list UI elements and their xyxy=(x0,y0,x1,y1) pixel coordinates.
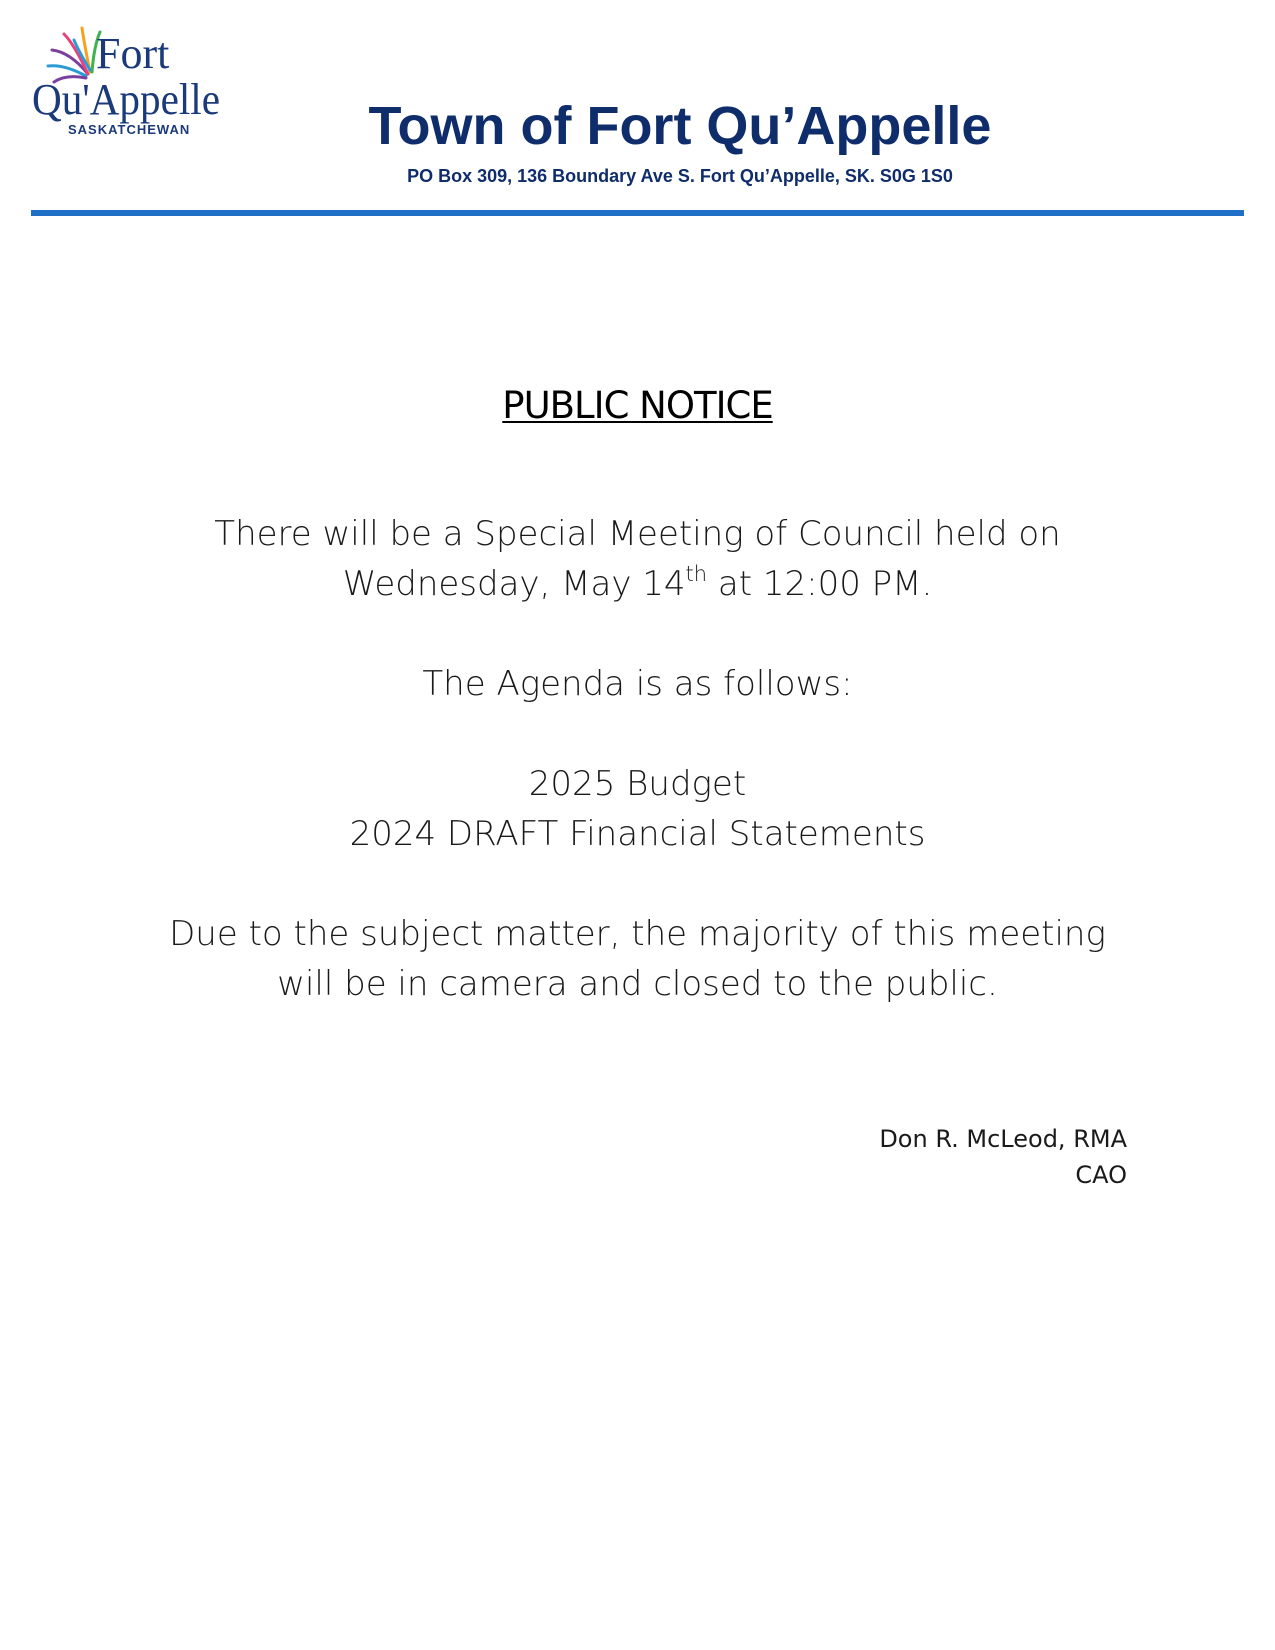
agenda-intro: The Agenda is as follows: xyxy=(422,664,853,704)
signatory-title: CAO xyxy=(1075,1161,1127,1189)
meeting-line-2 xyxy=(0,562,1275,606)
meeting-line-1: There will be a Special Meeting of Council held on xyxy=(214,514,1061,554)
signatory-name: Don R. McLeod, RMA xyxy=(879,1125,1127,1153)
closing-line-1: Due to the subject matter, the majority of this meeting xyxy=(169,914,1106,954)
logo-text-saskatchewan: SASKATCHEWAN xyxy=(68,122,191,137)
agenda-item: 2025 Budget xyxy=(528,764,747,804)
town-title: Town of Fort Qu’Appelle xyxy=(368,96,992,156)
meeting-time: at 12:00 PM. xyxy=(707,564,933,604)
town-address: PO Box 309, 136 Boundary Ave S. Fort Qu’Appelle, SK. S0G 1S0 xyxy=(407,166,953,186)
logo-text-quappelle: Qu'Appelle xyxy=(32,75,220,124)
logo-text-fort: Fort xyxy=(96,29,170,78)
meeting-date: Wednesday, May 14 xyxy=(342,564,686,604)
notice-heading: PUBLIC NOTICE xyxy=(502,384,773,427)
header-divider xyxy=(31,210,1244,216)
fireworks-burst-icon xyxy=(30,22,240,142)
date-ordinal-suffix: th xyxy=(685,562,708,586)
agenda-item: 2024 DRAFT Financial Statements xyxy=(349,814,926,854)
town-logo xyxy=(30,22,240,142)
closing-line-2: will be in camera and closed to the public. xyxy=(277,964,998,1004)
